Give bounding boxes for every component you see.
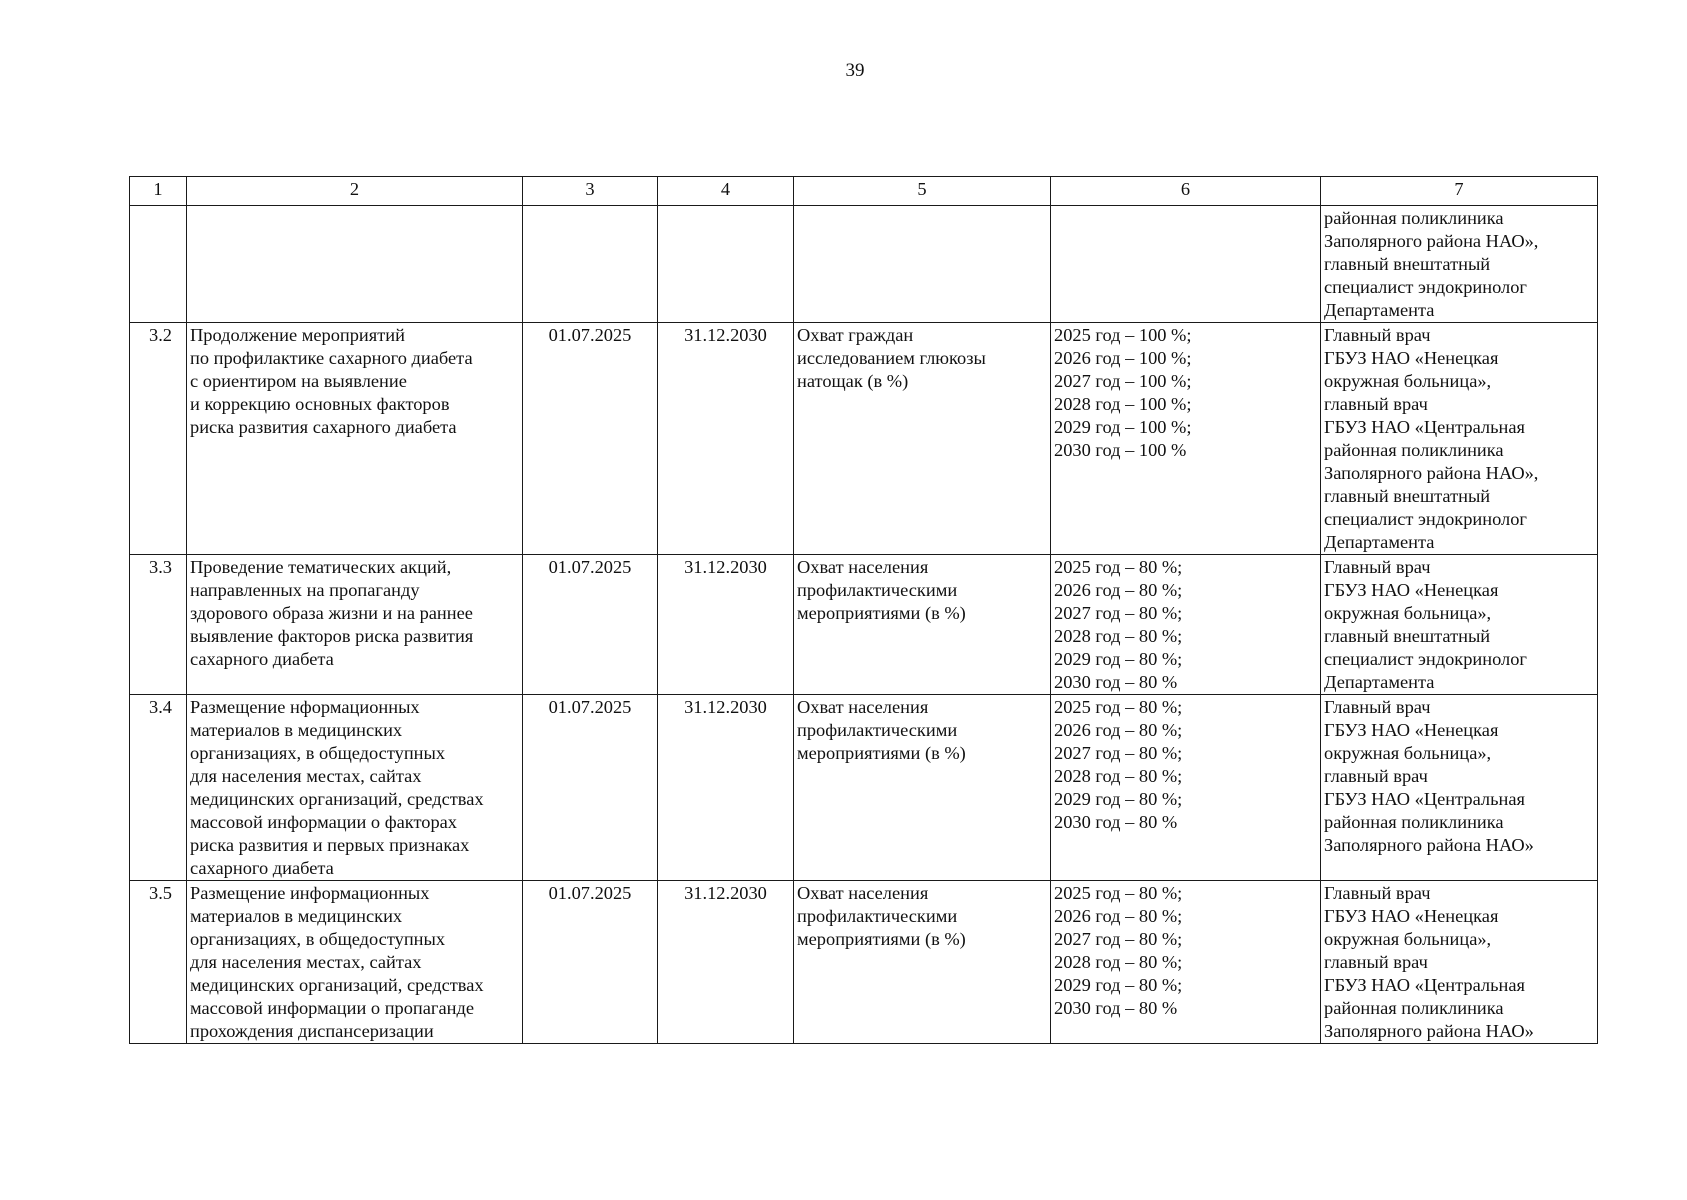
column-header-5: 5 [794,177,1051,206]
responsible-cell-line: ГБУЗ НАО «Центральная [1324,975,1525,995]
indicator-cell-line: исследованием глюкозы [797,348,986,368]
table-row [130,881,1598,1044]
responsible-cell-line: окружная больница», [1324,929,1492,949]
target-values-cell [1051,323,1321,555]
table-row [130,206,1598,323]
target-values-cell [1051,881,1321,1044]
activity-cell-line: и коррекцию основных факторов [190,394,450,414]
target-values-cell-line: 2026 год – 100 %; [1054,348,1192,368]
target-values-cell-line: 2029 год – 80 %; [1054,649,1183,669]
target-values-cell-line: 2029 год – 80 %; [1054,789,1183,809]
responsible-cell [1321,323,1598,555]
responsible-cell-line: специалист эндокринолог [1324,509,1527,529]
target-values-cell-line: 2028 год – 80 %; [1054,766,1183,786]
responsible-cell-line: Главный врач [1324,557,1431,577]
indicator-cell-line: профилактическими [797,906,958,926]
start-date-cell: 01.07.2025 [523,323,658,555]
responsible-cell-line: Департамента [1324,300,1435,320]
responsible-cell [1321,555,1598,695]
start-date-cell: 01.07.2025 [523,881,658,1044]
responsible-cell-line: Главный врач [1324,697,1431,717]
indicator-cell-line: мероприятиями (в %) [797,743,966,763]
page-number: 39 [845,60,865,81]
table-row [130,323,1598,555]
activity-cell-line: здорового образа жизни и на раннее [190,603,473,623]
target-values-cell-line: 2027 год – 100 %; [1054,371,1192,391]
end-date-cell: 31.12.2030 [658,695,794,881]
activity-cell [187,555,523,695]
activity-cell-line: сахарного диабета [190,858,334,878]
responsible-cell-line: главный внештатный [1324,486,1491,506]
activity-cell-line: с ориентиром на выявление [190,371,407,391]
responsible-cell-line: Заполярного района НАО» [1324,835,1534,855]
target-values-cell-line: 2028 год – 80 %; [1054,952,1183,972]
indicator-cell-line: профилактическими [797,720,958,740]
indicator-cell-line: Охват граждан [797,325,914,345]
activity-cell-line: для населения местах, сайтах [190,766,422,786]
responsible-cell-line: главный внештатный [1324,254,1491,274]
header-row [130,177,1598,206]
responsible-cell-line: районная поликлиника [1324,208,1504,228]
indicator-cell [794,881,1051,1044]
indicator-cell-line: Охват населения [797,697,929,717]
item-number-cell [130,206,187,323]
indicator-cell-line: профилактическими [797,580,958,600]
target-values-cell [1051,206,1321,323]
indicator-cell-line: Охват населения [797,883,929,903]
responsible-cell-line: специалист эндокринолог [1324,277,1527,297]
indicator-cell-line: мероприятиями (в %) [797,929,966,949]
target-values-cell-line: 2025 год – 100 %; [1054,325,1192,345]
responsible-cell-line: ГБУЗ НАО «Ненецкая [1324,906,1499,926]
target-values-cell-line: 2027 год – 80 %; [1054,743,1183,763]
end-date-cell [658,206,794,323]
activity-cell-line: риска развития и первых признаках [190,835,470,855]
responsible-cell-line: окружная больница», [1324,743,1492,763]
activity-cell-line: Продолжение мероприятий [190,325,405,345]
activity-cell-line: материалов в медицинских [190,720,403,740]
target-values-cell-line: 2030 год – 80 % [1054,672,1178,692]
column-header-4: 4 [658,177,794,206]
end-date-cell: 31.12.2030 [658,881,794,1044]
responsible-cell-line: главный врач [1324,394,1428,414]
item-number-cell: 3.3 [130,555,187,695]
responsible-cell-line: ГБУЗ НАО «Центральная [1324,417,1525,437]
column-header-2: 2 [187,177,523,206]
activity-cell-line: риска развития сахарного диабета [190,417,457,437]
activity-cell-line: медицинских организаций, средствах [190,975,484,995]
indicator-cell-line: Охват населения [797,557,929,577]
target-values-cell-line: 2026 год – 80 %; [1054,720,1183,740]
start-date-cell: 01.07.2025 [523,695,658,881]
activity-cell-line: направленных на пропаганду [190,580,420,600]
activity-cell [187,323,523,555]
start-date-cell: 01.07.2025 [523,555,658,695]
target-values-cell-line: 2029 год – 100 %; [1054,417,1192,437]
responsible-cell-line: окружная больница», [1324,371,1492,391]
responsible-cell-line: главный врач [1324,952,1428,972]
responsible-cell [1321,206,1598,323]
indicator-cell [794,206,1051,323]
table-row [130,695,1598,881]
activity-cell [187,695,523,881]
responsible-cell-line: ГБУЗ НАО «Ненецкая [1324,348,1499,368]
responsible-cell-line: районная поликлиника [1324,998,1504,1018]
activity-cell-line: Размещение нформационных [190,697,420,717]
target-values-cell-line: 2028 год – 100 %; [1054,394,1192,414]
activity-cell-line: материалов в медицинских [190,906,403,926]
responsible-cell-line: специалист эндокринолог [1324,649,1527,669]
column-header-7: 7 [1321,177,1598,206]
target-values-cell [1051,555,1321,695]
target-values-cell [1051,695,1321,881]
responsible-cell [1321,881,1598,1044]
target-values-cell-line: 2025 год – 80 %; [1054,883,1183,903]
activity-cell [187,206,523,323]
activities-table [129,176,1598,1044]
responsible-cell-line: окружная больница», [1324,603,1492,623]
target-values-cell-line: 2027 год – 80 %; [1054,929,1183,949]
target-values-cell-line: 2029 год – 80 %; [1054,975,1183,995]
indicator-cell [794,555,1051,695]
activity-cell-line: по профилактике сахарного диабета [190,348,473,368]
target-values-cell-line: 2026 год – 80 %; [1054,906,1183,926]
responsible-cell-line: ГБУЗ НАО «Ненецкая [1324,580,1499,600]
start-date-cell [523,206,658,323]
item-number-cell: 3.2 [130,323,187,555]
activity-cell-line: организациях, в общедоступных [190,743,446,763]
responsible-cell-line: ГБУЗ НАО «Ненецкая [1324,720,1499,740]
target-values-cell-line: 2030 год – 80 % [1054,998,1178,1018]
responsible-cell-line: Заполярного района НАО», [1324,231,1539,251]
activity-cell-line: медицинских организаций, средствах [190,789,484,809]
target-values-cell-line: 2025 год – 80 %; [1054,697,1183,717]
end-date-cell: 31.12.2030 [658,555,794,695]
indicator-cell-line: мероприятиями (в %) [797,603,966,623]
responsible-cell-line: Заполярного района НАО», [1324,463,1539,483]
responsible-cell-line: Заполярного района НАО» [1324,1021,1534,1041]
responsible-cell-line: Главный врач [1324,883,1431,903]
responsible-cell-line: главный врач [1324,766,1428,786]
activity-cell-line: для населения местах, сайтах [190,952,422,972]
target-values-cell-line: 2027 год – 80 %; [1054,603,1183,623]
target-values-cell-line: 2026 год – 80 %; [1054,580,1183,600]
target-values-cell-line: 2030 год – 80 % [1054,812,1178,832]
column-header-3: 3 [523,177,658,206]
responsible-cell [1321,695,1598,881]
responsible-cell-line: районная поликлиника [1324,440,1504,460]
target-values-cell-line: 2030 год – 100 % [1054,440,1187,460]
indicator-cell-line: натощак (в %) [797,371,909,391]
column-header-6: 6 [1051,177,1321,206]
item-number-cell: 3.4 [130,695,187,881]
table-row [130,555,1598,695]
target-values-cell-line: 2028 год – 80 %; [1054,626,1183,646]
responsible-cell-line: ГБУЗ НАО «Центральная [1324,789,1525,809]
column-header-1: 1 [130,177,187,206]
activity-cell-line: массовой информации о пропаганде [190,998,474,1018]
activity-cell-line: Размещение информационных [190,883,430,903]
responsible-cell-line: Главный врач [1324,325,1431,345]
activity-cell-line: массовой информации о факторах [190,812,458,832]
indicator-cell [794,695,1051,881]
indicator-cell [794,323,1051,555]
responsible-cell-line: Департамента [1324,532,1435,552]
activity-cell-line: организациях, в общедоступных [190,929,446,949]
activity-cell-line: сахарного диабета [190,649,334,669]
activity-cell-line: прохождения диспансеризации [190,1021,434,1041]
end-date-cell: 31.12.2030 [658,323,794,555]
responsible-cell-line: районная поликлиника [1324,812,1504,832]
activity-cell [187,881,523,1044]
responsible-cell-line: главный внештатный [1324,626,1491,646]
responsible-cell-line: Департамента [1324,672,1435,692]
activity-cell-line: выявление факторов риска развития [190,626,474,646]
target-values-cell-line: 2025 год – 80 %; [1054,557,1183,577]
item-number-cell: 3.5 [130,881,187,1044]
activity-cell-line: Проведение тематических акций, [190,557,452,577]
